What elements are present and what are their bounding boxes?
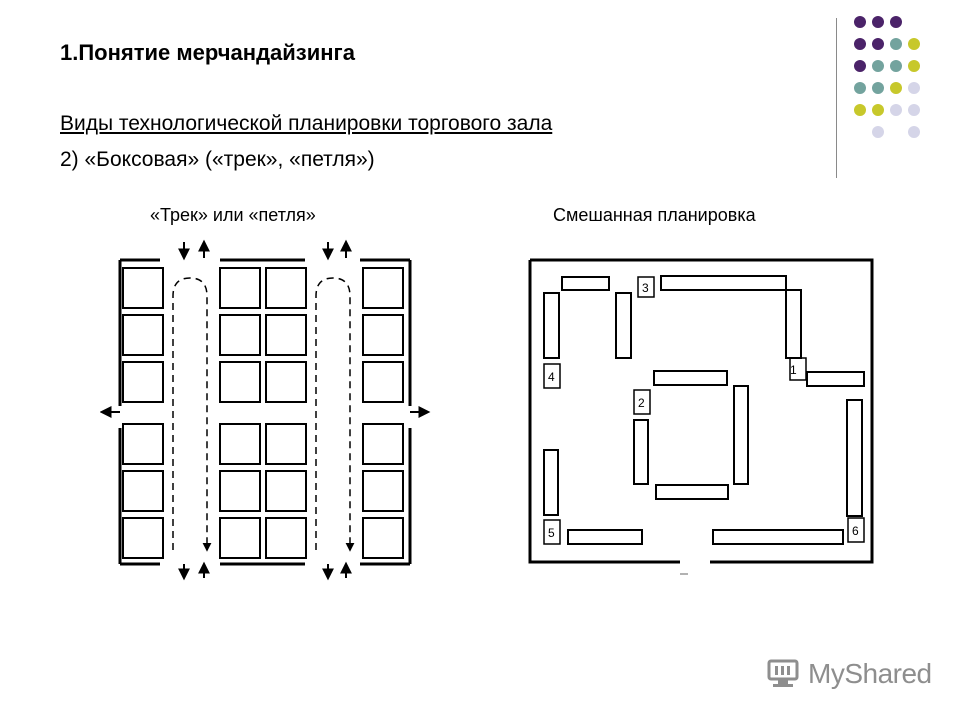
- mixed-layout-caption: Смешанная планировка: [553, 205, 756, 225]
- decor-dot: [854, 16, 866, 28]
- decor-dot: [908, 104, 920, 116]
- mixed-zone-boxes: [544, 277, 864, 544]
- decor-dot: [854, 104, 866, 116]
- decor-dot: [890, 60, 902, 72]
- decor-dot: [854, 38, 866, 50]
- mixed-hall-walls: [530, 260, 872, 562]
- track-layout-caption: «Трек» или «петля»: [150, 205, 316, 225]
- zone-label-3: 3: [642, 281, 649, 295]
- zone-label-1: 1: [790, 363, 797, 377]
- decor-divider-line: [836, 18, 837, 178]
- zone-label-4: 4: [548, 370, 555, 384]
- decor-dot: [908, 126, 920, 138]
- decor-dot: [890, 104, 902, 116]
- myshared-logo: [766, 654, 932, 694]
- decor-dot: [908, 82, 920, 94]
- decor-dot: [908, 38, 920, 50]
- decor-dot: [872, 126, 884, 138]
- decor-dot: [890, 16, 902, 28]
- slide-title: 1.Понятие мерчандайзинга: [60, 40, 355, 65]
- decor-dot: [908, 60, 920, 72]
- mixed-shelves: [544, 276, 864, 544]
- zone-label-6: 6: [852, 524, 859, 538]
- track-loop-paths: [173, 278, 350, 550]
- decor-dot: [890, 38, 902, 50]
- track-shelves: [123, 268, 403, 558]
- decor-dot: [872, 16, 884, 28]
- zone-label-2: 2: [638, 396, 645, 410]
- track-layout-diagram: [100, 238, 440, 583]
- slide-subtitle-2: 2) «Боксовая» («трек», «петля»): [60, 148, 375, 171]
- decor-dot-grid: [840, 10, 960, 160]
- decor-dot: [872, 60, 884, 72]
- decor-dot: [872, 38, 884, 50]
- computer-icon: [766, 658, 802, 690]
- zone-label-5: 5: [548, 526, 555, 540]
- decor-dot: [872, 82, 884, 94]
- logo-text: MyShared: [808, 658, 932, 689]
- decor-dot: [872, 104, 884, 116]
- decor-dot: [890, 82, 902, 94]
- mixed-layout-diagram: [520, 250, 880, 580]
- slide-subtitle: Виды технологической планировки торгового зала: [60, 112, 553, 135]
- decor-dot: [854, 82, 866, 94]
- decor-dot: [854, 60, 866, 72]
